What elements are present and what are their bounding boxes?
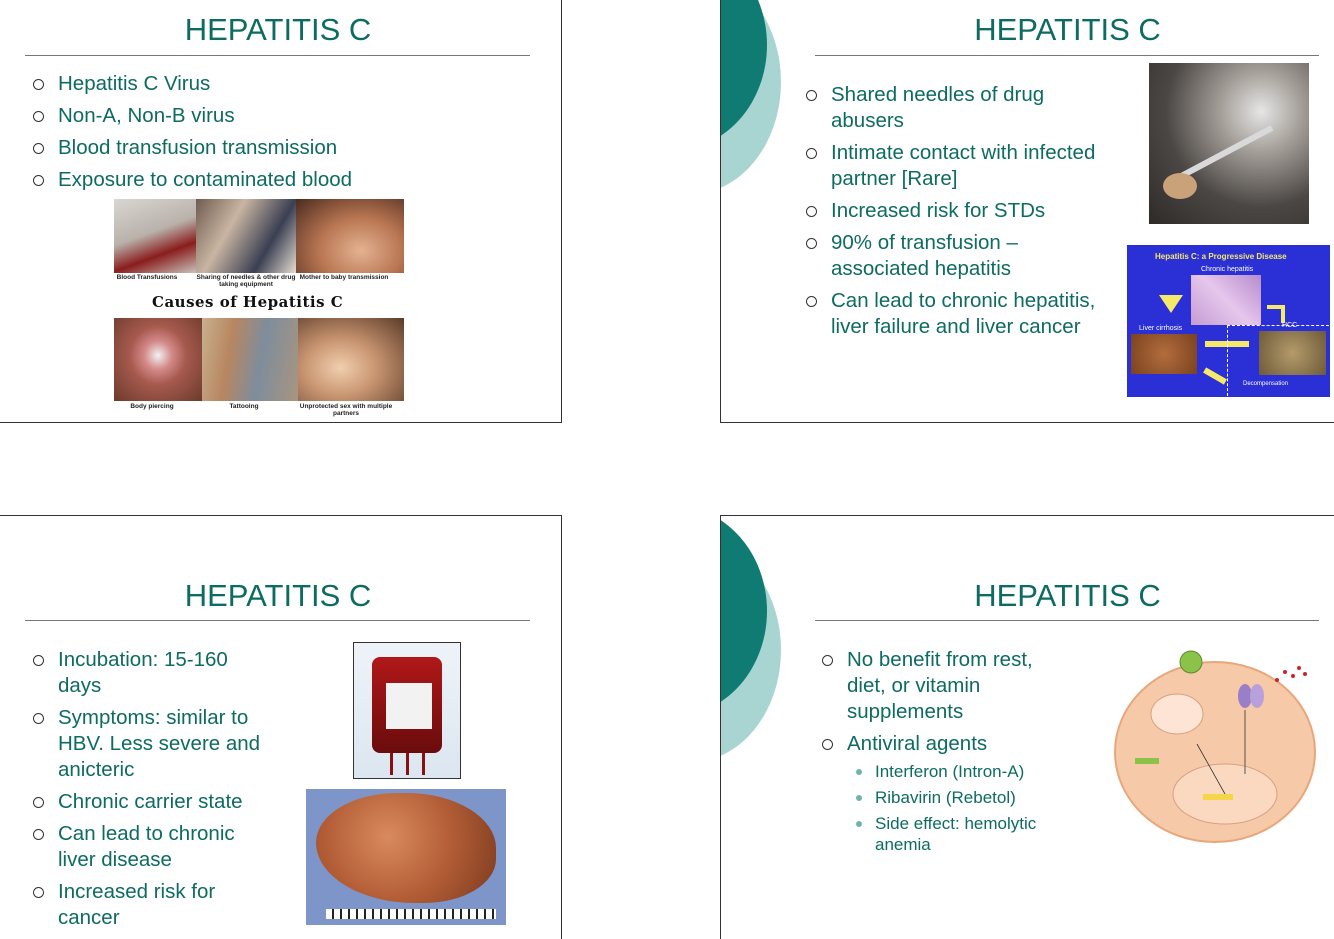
photo-cirrhotic-liver — [306, 789, 506, 925]
interferon-cell-diagram — [1105, 644, 1325, 844]
progressive-disease-diagram — [1127, 245, 1330, 397]
diagram-title: Hepatitis C: a Progressive Disease — [1155, 252, 1287, 261]
chronic-hepatitis-image — [1191, 275, 1261, 325]
sub-bullet-item: Ribavirin (Rebetol) — [847, 787, 1069, 808]
title-divider — [25, 620, 530, 621]
ifn-molecules — [1275, 666, 1307, 682]
gene-box — [1203, 794, 1233, 800]
cirrhosis-image — [1131, 334, 1197, 374]
slide-title: HEPATITIS C — [184, 578, 372, 613]
bullet-item — [819, 731, 1069, 855]
title-divider — [815, 620, 1319, 621]
photo-blood-bag — [353, 642, 461, 779]
caption-tattooing: Tattooing — [229, 403, 259, 410]
bullet-item: Can lead to chronic hepatitis, liver failure and liver cancer — [803, 288, 1113, 340]
slide-4 — [720, 515, 1334, 939]
photo-unprotected-sex — [298, 318, 404, 401]
caption-blood-transfusions: Blood Transfusions — [116, 274, 178, 281]
photo-needle-sharing — [196, 199, 296, 273]
bullet-item: Intimate contact with infected partner [Rare] — [803, 140, 1113, 192]
diagram-label-decompensation: Decompensation — [1243, 381, 1289, 387]
sub-bullet-list — [847, 761, 1069, 855]
bullet-item: Shared needles of drug abusers — [803, 82, 1113, 134]
bullet-item: Blood transfusion transmission — [30, 135, 550, 161]
arrow-down-right — [1203, 367, 1227, 384]
bullet-text: Antiviral agents — [847, 732, 988, 755]
bullet-item: Incubation: 15-160 days — [30, 647, 270, 699]
receptor — [1238, 684, 1252, 708]
collage-title: Causes of Hepatitis C — [152, 293, 344, 311]
bullet-item: Increased risk for STDs — [803, 198, 1113, 224]
sub-bullet-item: Side effect: hemolytic anemia — [847, 813, 1069, 855]
bullet-item: 90% of transfusion – associated hepatitis — [803, 230, 1113, 282]
photo-tattooing — [202, 318, 298, 401]
virus-icon — [1180, 651, 1202, 673]
slide-title: HEPATITIS C — [974, 12, 1161, 47]
arrow-left-down — [1159, 295, 1183, 313]
bullet-item: Hepatitis C Virus — [30, 71, 550, 97]
arrow-right-down — [1267, 305, 1285, 323]
slide-2 — [720, 0, 1334, 423]
bullet-list — [819, 647, 1069, 861]
diagram-label-hcc: HCC — [1282, 322, 1298, 329]
photo-pregnant-belly — [296, 199, 404, 273]
bullet-item: Symptoms: similar to HBV. Less severe and anicteric — [30, 705, 270, 783]
bullet-item: Non-A, Non-B virus — [30, 103, 550, 129]
bullet-list — [30, 647, 270, 937]
diagram-label-cirrhosis: Liver cirrhosis — [1139, 325, 1183, 332]
bullet-item: Increased risk for cancer — [30, 879, 270, 931]
bullet-item: Exposure to contaminated blood — [30, 167, 550, 193]
slide-title: HEPATITIS C — [184, 12, 372, 47]
slide-1 — [0, 0, 562, 423]
rna-box — [1135, 758, 1159, 764]
title-divider — [815, 55, 1319, 56]
caption-mother-to-baby: Mother to baby transmission — [299, 274, 389, 281]
sub-bullet-item: Interferon (Intron-A) — [847, 761, 1069, 782]
caption-sharing-needles: Sharing of needles & other drug taking equipment — [196, 274, 296, 288]
bullet-item: Chronic carrier state — [30, 789, 270, 815]
caption-unprotected-sex: Unprotected sex with multiple partners — [299, 403, 393, 417]
bullet-item: Can lead to chronic liver disease — [30, 821, 270, 873]
photo-blood-transfusion — [114, 199, 196, 273]
title-divider — [25, 55, 530, 56]
diagram-label-chronic: Chronic hepatitis — [1201, 266, 1254, 273]
slide-title: HEPATITIS C — [974, 578, 1161, 613]
photo-body-piercing — [114, 318, 202, 401]
bullet-list — [803, 82, 1113, 346]
bullet-item: No benefit from rest, diet, or vitamin supplements — [819, 647, 1069, 725]
causes-collage — [114, 199, 404, 419]
slide-3 — [0, 515, 562, 939]
endosome — [1151, 694, 1203, 734]
caption-body-piercing: Body piercing — [130, 403, 174, 410]
receptor-2 — [1250, 684, 1264, 708]
photo-syringe-ground — [1149, 63, 1309, 224]
bullet-list — [30, 71, 550, 199]
